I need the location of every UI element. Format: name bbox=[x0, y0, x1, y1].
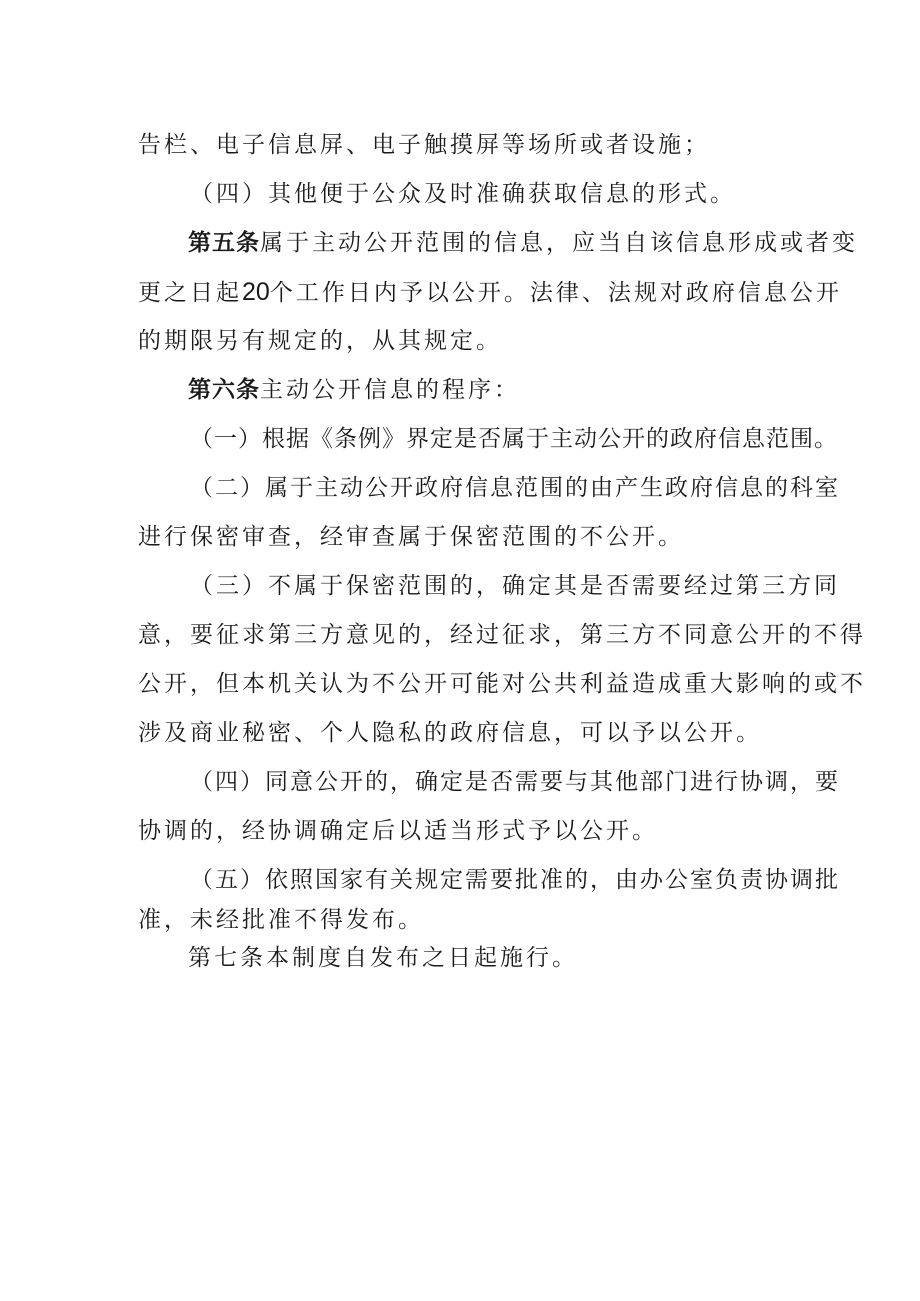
article-6-item-3: 意，要征求第三方意见的，经过征求，第三方不同意公开的不得 bbox=[138, 622, 866, 648]
article-7: 第七条本制度自发布之日起施行。 bbox=[188, 945, 578, 971]
text-line: 告栏、电子信息屏、电子触摸屏等场所或者设施； bbox=[138, 132, 710, 158]
article-5-text: 个工作日内予以公开。法律、法规对政府信息公开 bbox=[269, 280, 842, 306]
article-6-item-4: 协调的，经协调确定后以适当形式予以公开。 bbox=[138, 818, 658, 844]
article-6-item-2: （二）属于主动公开政府信息范围的由产生政府信息的科室 bbox=[190, 475, 840, 501]
article-6-item-5: （五）依照国家有关规定需要批准的，由办公室负责协调批 bbox=[190, 867, 840, 893]
article-6-title: 第六条 bbox=[188, 377, 260, 403]
article-5-title: 第五条 bbox=[188, 230, 260, 256]
article-5-line-3: 的期限另有规定的，从其规定。 bbox=[138, 328, 502, 354]
article-6-item-3: 公开，但本机关认为不公开可能对公共利益造成重大影响的或不 bbox=[138, 671, 866, 697]
article-5-line-2 bbox=[138, 277, 842, 308]
article-6-item-5: 准，未经批准不得发布。 bbox=[138, 907, 424, 933]
article-5-text: 更之日起 bbox=[138, 280, 242, 306]
article-6-line-1 bbox=[188, 375, 520, 405]
article-5-text: 属于主动公开范围的信息，应当自该信息形成或者变 bbox=[260, 230, 858, 256]
text-line: （四）其他便于公众及时准确获取信息的形式。 bbox=[190, 181, 736, 207]
article-6-text: 主动公开信息的程序： bbox=[260, 377, 520, 403]
article-6-item-4: （四）同意公开的，确定是否需要与其他部门进行协调，要 bbox=[190, 769, 840, 795]
article-6-item-1: （一）根据《条例》界定是否属于主动公开的政府信息范围。 bbox=[190, 426, 838, 452]
article-6-item-3: （三）不属于保密范围的，确定其是否需要经过第三方同 bbox=[190, 573, 840, 599]
article-6-item-3: 涉及商业秘密、个人隐私的政府信息，可以予以公开。 bbox=[138, 720, 762, 746]
article-6-item-2: 进行保密审查，经审查属于保密范围的不公开。 bbox=[138, 524, 684, 550]
article-5-days-number: 20 bbox=[242, 278, 270, 306]
article-5-line-1 bbox=[188, 228, 858, 258]
